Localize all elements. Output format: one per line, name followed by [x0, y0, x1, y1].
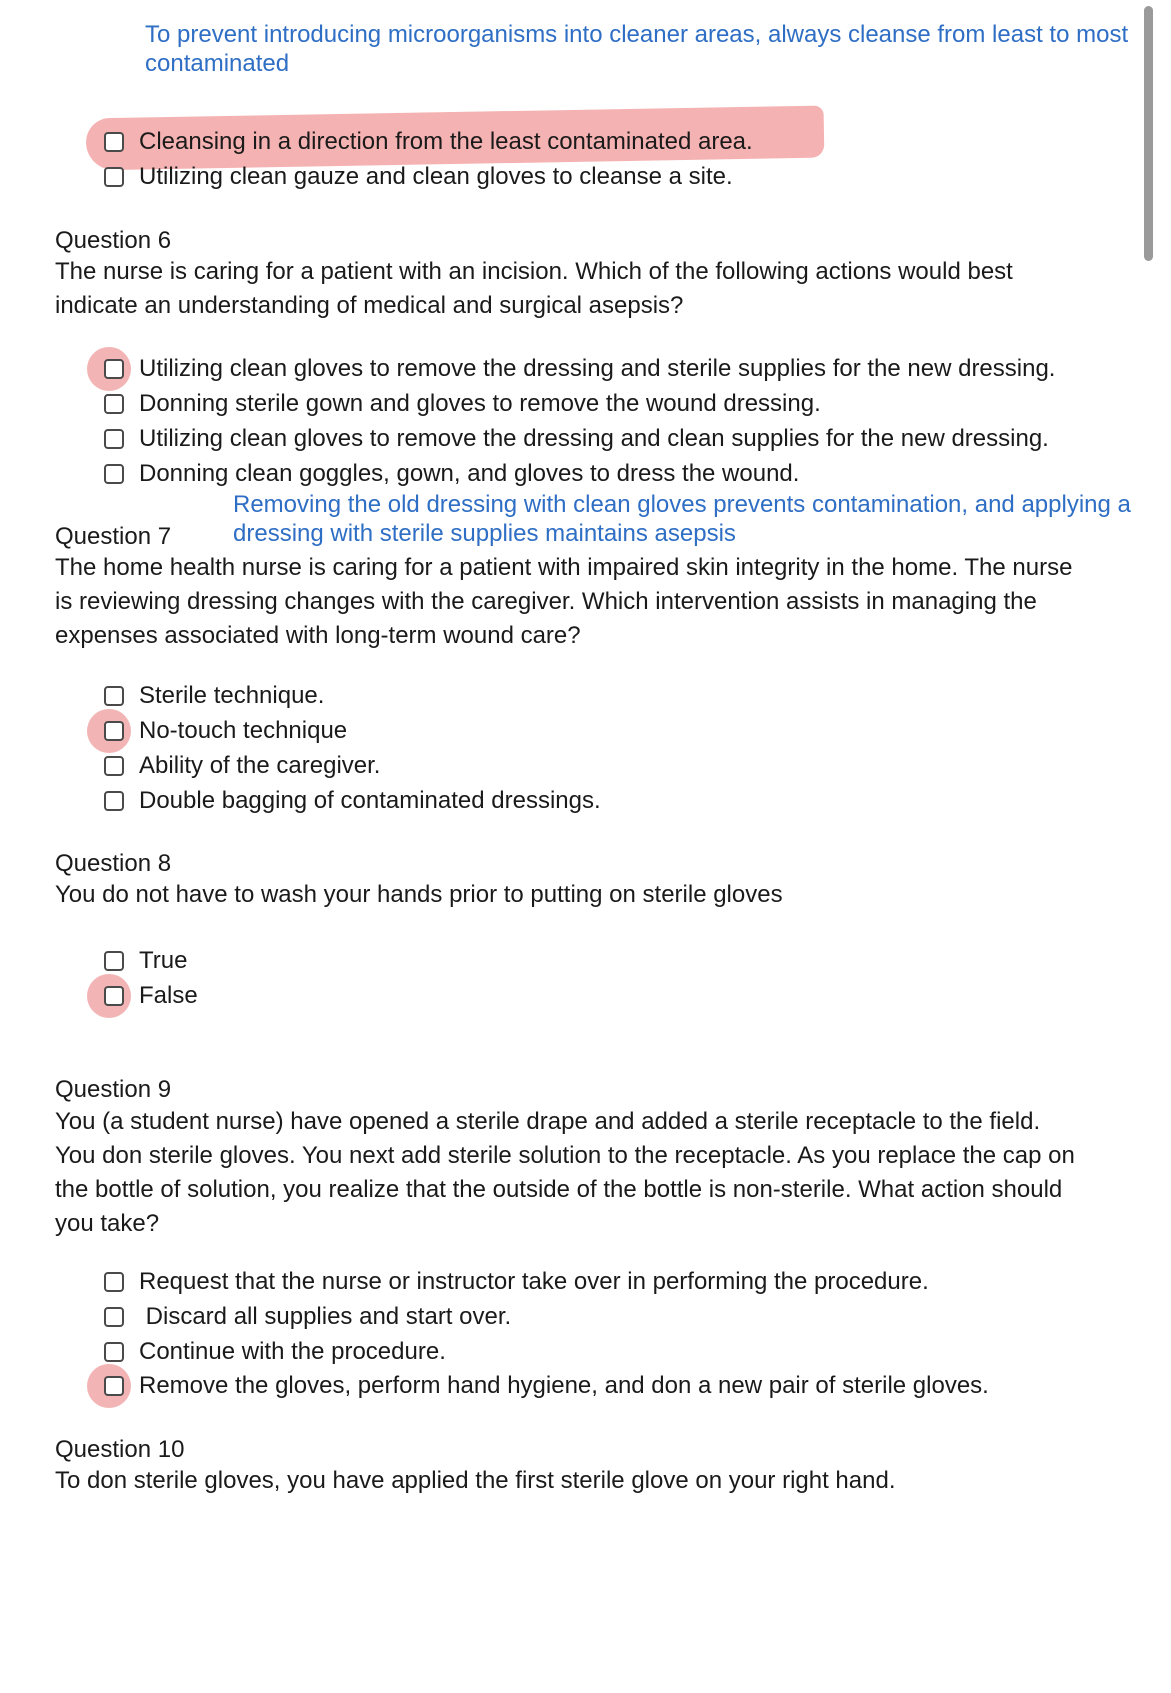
q9-text-line-3: the bottle of solution, you realize that the outside of the bottle is non-sterile. What action should — [55, 1176, 1063, 1203]
question-10-text — [55, 1464, 896, 1498]
q9-option-4[interactable] — [104, 1368, 989, 1404]
q6-option-3[interactable] — [104, 421, 1049, 457]
q7-option-4[interactable] — [104, 783, 601, 819]
checkbox[interactable] — [104, 986, 124, 1006]
q9-text-line-1: You (a student nurse) have opened a sterile drape and added a sterile receptacle to the field. — [55, 1108, 1041, 1135]
checkbox[interactable] — [104, 791, 124, 811]
q6-explanation-line-1: Removing the old dressing with clean gloves prevents contamination, and applying a — [233, 491, 1131, 518]
checkbox[interactable] — [104, 1272, 124, 1292]
q7-text-line-1: The home health nurse is caring for a patient with impaired skin integrity in the home. The nurse — [55, 554, 1073, 581]
option-label: Donning sterile gown and gloves to remove the wound dressing. — [139, 390, 821, 417]
scrollbar-thumb[interactable] — [1144, 6, 1153, 261]
q10-text-line-1: To don sterile gloves, you have applied the first sterile glove on your right hand. — [55, 1467, 896, 1494]
q5-explanation-line-2: contaminated — [145, 50, 290, 77]
checkbox[interactable] — [104, 1342, 124, 1362]
q6-text-line-1: The nurse is caring for a patient with an incision. Which of the following actions would best — [55, 258, 1013, 285]
q6-explanation-line-2: dressing with sterile supplies maintains asepsis — [233, 520, 736, 547]
checkbox[interactable] — [104, 359, 124, 379]
checkbox[interactable] — [104, 429, 124, 449]
q7-option-3[interactable] — [104, 748, 380, 784]
option-label: Remove the gloves, perform hand hygiene, and don a new pair of sterile gloves. — [139, 1372, 989, 1399]
question-8-text — [55, 878, 783, 912]
q7-option-2[interactable] — [104, 713, 347, 749]
q6-text-line-2: indicate an understanding of medical and surgical asepsis? — [55, 292, 684, 319]
checkbox[interactable] — [104, 167, 124, 187]
checkbox[interactable] — [104, 394, 124, 414]
question-7-title: Question 7 — [55, 523, 172, 550]
q9-option-2[interactable] — [104, 1299, 511, 1335]
q6-explanation — [233, 490, 1131, 548]
option-label: Continue with the procedure. — [139, 1338, 446, 1365]
option-label: Discard all supplies and start over. — [139, 1303, 512, 1330]
q9-option-3[interactable] — [104, 1334, 446, 1370]
q5-explanation-line-1: To prevent introducing microorganisms into cleaner areas, always cleanse from least to most — [145, 21, 1129, 48]
option-label: Utilizing clean gauze and clean gloves to cleanse a site. — [139, 163, 733, 190]
checkbox[interactable] — [104, 1307, 124, 1327]
q6-option-2[interactable] — [104, 386, 821, 422]
question-9-text — [55, 1105, 1075, 1241]
question-6-title: Question 6 — [55, 227, 172, 254]
q8-option-true[interactable] — [104, 943, 187, 979]
option-label: True — [139, 947, 188, 974]
option-label: No-touch technique — [139, 717, 348, 744]
q7-text-line-3: expenses associated with long-term wound care? — [55, 622, 581, 649]
question-9-title: Question 9 — [55, 1076, 172, 1103]
checkbox[interactable] — [104, 686, 124, 706]
q5-option-2[interactable] — [104, 159, 733, 195]
q5-explanation — [145, 20, 1129, 78]
checkbox[interactable] — [104, 951, 124, 971]
q6-option-4[interactable] — [104, 456, 799, 492]
option-label: Request that the nurse or instructor take over in performing the procedure. — [139, 1268, 929, 1295]
option-label: Ability of the caregiver. — [139, 752, 381, 779]
option-label: False — [139, 982, 198, 1009]
q6-option-1[interactable] — [104, 351, 1055, 387]
question-7-text — [55, 551, 1072, 653]
checkbox[interactable] — [104, 756, 124, 776]
option-label: Sterile technique. — [139, 682, 325, 709]
question-8-title: Question 8 — [55, 850, 172, 877]
option-label: Utilizing clean gloves to remove the dressing and clean supplies for the new dressing. — [139, 425, 1049, 452]
checkbox[interactable] — [104, 464, 124, 484]
option-label: Donning clean goggles, gown, and gloves to dress the wound. — [139, 460, 800, 487]
checkbox[interactable] — [104, 721, 124, 741]
q7-text-line-2: is reviewing dressing changes with the caregiver. Which intervention assists in managing the — [55, 588, 1037, 615]
q5-option-1[interactable] — [104, 124, 753, 160]
checkbox[interactable] — [104, 132, 124, 152]
option-label: Cleansing in a direction from the least contaminated area. — [139, 128, 753, 155]
option-label: Utilizing clean gloves to remove the dressing and sterile supplies for the new dressing. — [139, 355, 1056, 382]
option-label: Double bagging of contaminated dressings. — [139, 787, 601, 814]
question-6-text — [55, 255, 1013, 323]
question-10-title: Question 10 — [55, 1436, 185, 1463]
q9-text-line-2: You don sterile gloves. You next add sterile solution to the receptacle. As you replace the cap on — [55, 1142, 1075, 1169]
q9-text-line-4: you take? — [55, 1210, 160, 1237]
checkbox[interactable] — [104, 1376, 124, 1396]
q7-option-1[interactable] — [104, 678, 324, 714]
q8-text-line-1: You do not have to wash your hands prior to putting on sterile gloves — [55, 881, 783, 908]
q9-option-1[interactable] — [104, 1264, 929, 1300]
